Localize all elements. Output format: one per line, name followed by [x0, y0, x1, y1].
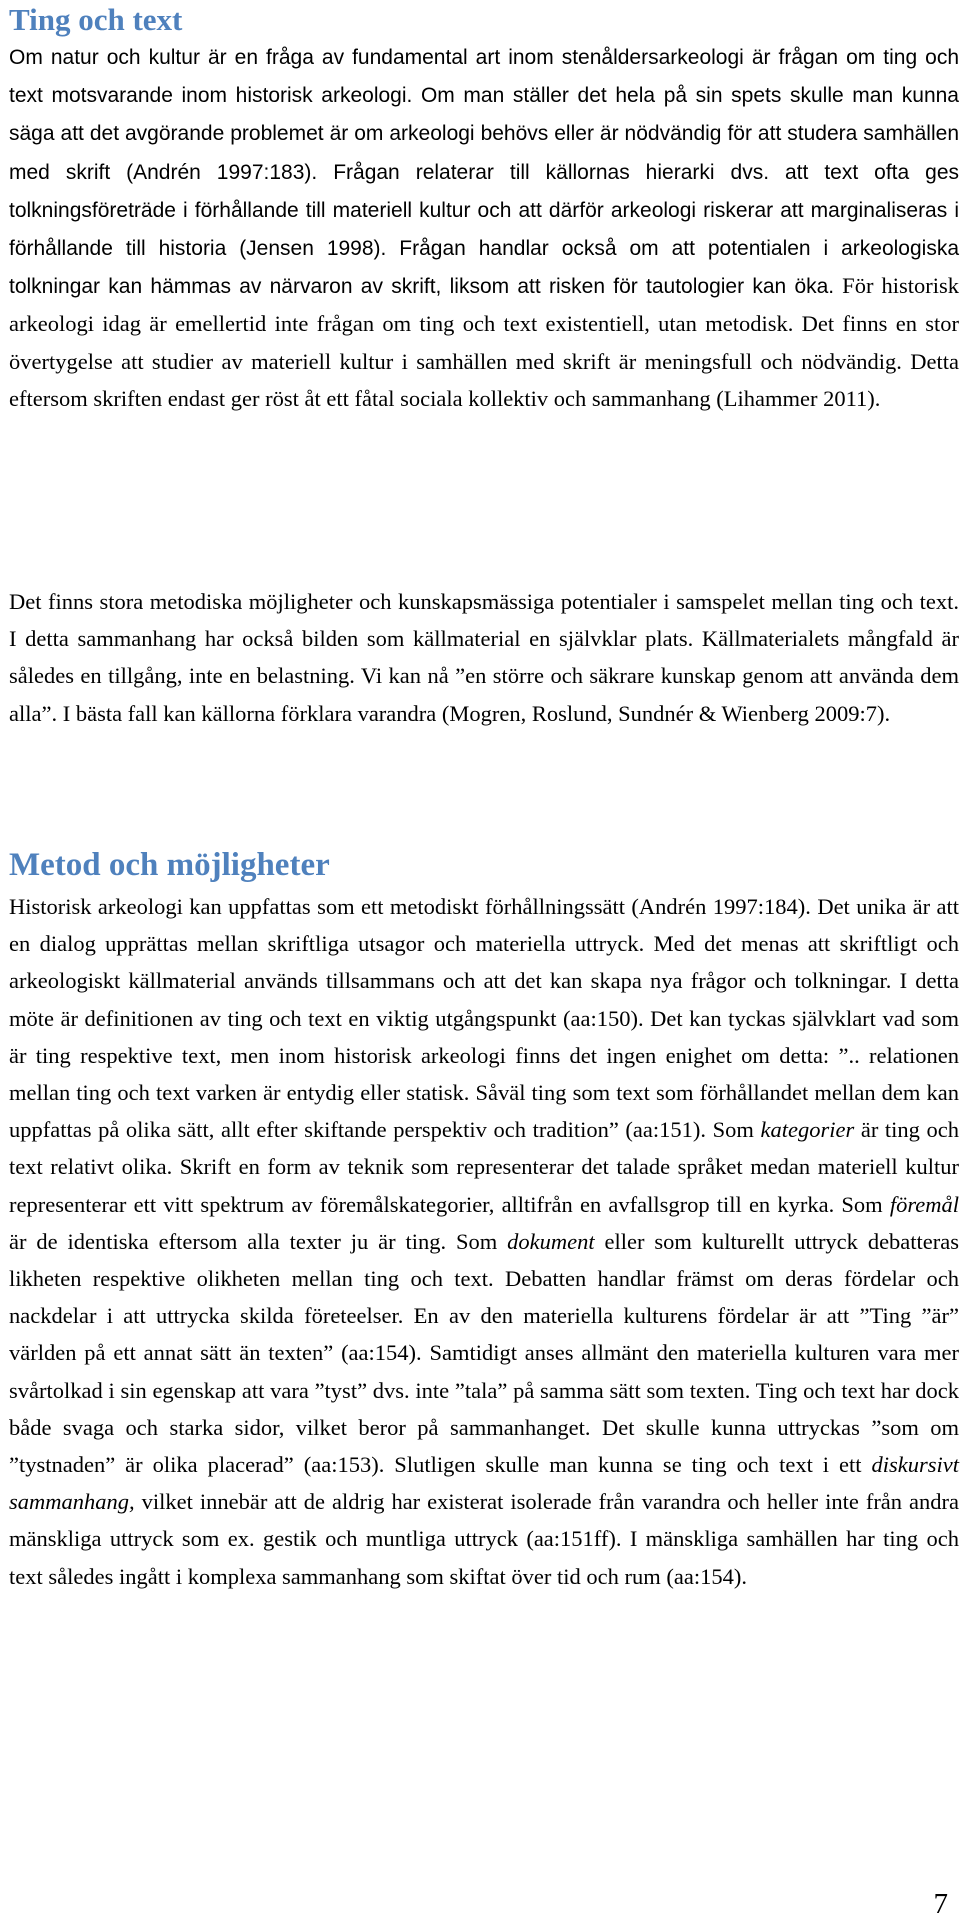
section-heading-ting-och-text: Ting och text — [9, 2, 183, 37]
paragraph-3-emphasis-3: dokument — [507, 1228, 595, 1254]
paragraph-1-part-1: Om natur och kultur är en fråga av fundamental art inom stenåldersarkeologi är frågan om ting och text motsvarande inom historisk arkeologi. Om man ställer det hela på sin spets skulle man kunna säga att det avgörande problemet är om arkeologi behövs eller är nödvändig för att studera samhällen med skrift (Andrén 1997:183). Frågan relaterar till källornas hierarki dvs. att text ofta ges tolkningsföreträde i förhållande till materiell kultur och att därför arkeologi riskerar att marginaliseras i förhållande till historia (Jensen 1998). Frågan handlar också om att potentialen i arkeologiska tolkningar kan hämmas av närvaron av skrift, liksom att risken för tautologier kan öka. — [9, 46, 959, 299]
paragraph-1-part-2: För historisk arkeologi idag är emellertid inte frågan om ting och text existentiell, utan metodisk. Det finns en stor övertygelse att studier av materiell kultur i samhällen med skrift är meningsfull och nödvändig. Detta eftersom skriften endast ger röst åt ett fåtal sociala kollektiv och sammanhang (Lihammer 2011). — [9, 273, 959, 411]
paragraph-3-emphasis-2: föremål — [889, 1191, 959, 1217]
paragraph-3-text-2: är ting och text relativt olika. Skrift en form av teknik som representerar det talade språket medan materiell kultur representerar ett vitt spektrum av föremålskategorier, alltifrån en avfallsgrop till en kyrka. Som — [9, 1117, 960, 1217]
paragraph-3 — [9, 888, 959, 1595]
paragraph-3-emphasis-4: diskursivt sammanhang, — [9, 1452, 959, 1515]
paragraph-1 — [9, 38, 959, 417]
paragraph-3-text-1: Historisk arkeologi kan uppfattas som ett metodiskt förhållningssätt (Andrén 1997:184). Det unika är att en dialog upprättas mellan skriftliga utsagor och materiella uttryck. Med det menas att skriftligt och arkeologiskt källmaterial används tillsammans och att det kan skapa nya frågor och tolkningar. I detta möte är definitionen av ting och text en viktig utgångspunkt (aa:150). Det kan tyckas självklart vad som är ting respektive text, men inom historisk arkeologi finns det ingen enighet om detta: ”.. relationen mellan ting och text varken är entydig eller statisk. Såväl ting som text som förhållandet mellan dem kan uppfattas på olika sätt, allt efter skiftande perspektiv och tradition” (aa:151). Som — [9, 894, 959, 1143]
page-number: 7 — [933, 1888, 948, 1920]
paragraph-3-text-5: vilket innebär att de aldrig har existerat isolerade från varandra och heller inte från andra mänskliga uttryck som ex. gestik och muntliga uttryck (aa:151ff). I mänskliga samhällen har ting och text således ingått i komplexa sammanhang som skiftat över tid och rum (aa:154). — [9, 1489, 959, 1589]
paragraph-3-text-4: eller som kulturellt uttryck debatteras likheten respektive olikheten mellan ting och text. Debatten handlar främst om deras fördelar och nackdelar i att uttrycka skilda företeelser. En av den materiella kulturens fördelar är att ”Ting ”är” världen på ett annat sätt än texten” (aa:154). Samtidigt anses allmänt den materiella kulturen vara mer svårtolkad i sin egenskap att vara ”tyst” dvs. inte ”tala” på samma sätt som texten. Ting och text har dock både svaga och starka sidor, vilket beror på sammanhanget. Det skulle kunna uttryckas ”som om ”tystnaden” är olika placerad” (aa:153). Slutligen skulle man kunna se ting och text i ett — [9, 1228, 960, 1478]
section-heading-metod-och-mojligheter: Metod och möjligheter — [9, 847, 330, 883]
paragraph-3-emphasis-1: kategorier — [760, 1117, 855, 1143]
document-page — [9, 0, 960, 1931]
paragraph-2: Det finns stora metodiska möjligheter och kunskapsmässiga potentialer i samspelet mellan ting och text. I detta sammanhang har också bilden som källmaterial en självklar plats. Källmaterialets mångfald är således en tillgång, inte en belastning. Vi kan nå ”en större och säkrare kunskap genom att använda dem alla”. I bästa fall kan källorna förklara varandra (Mogren, Roslund, Sundnér & Wienberg 2009:7). — [9, 589, 959, 726]
paragraph-3-text-3: är de identiska eftersom alla texter ju är ting. Som — [9, 1228, 508, 1254]
